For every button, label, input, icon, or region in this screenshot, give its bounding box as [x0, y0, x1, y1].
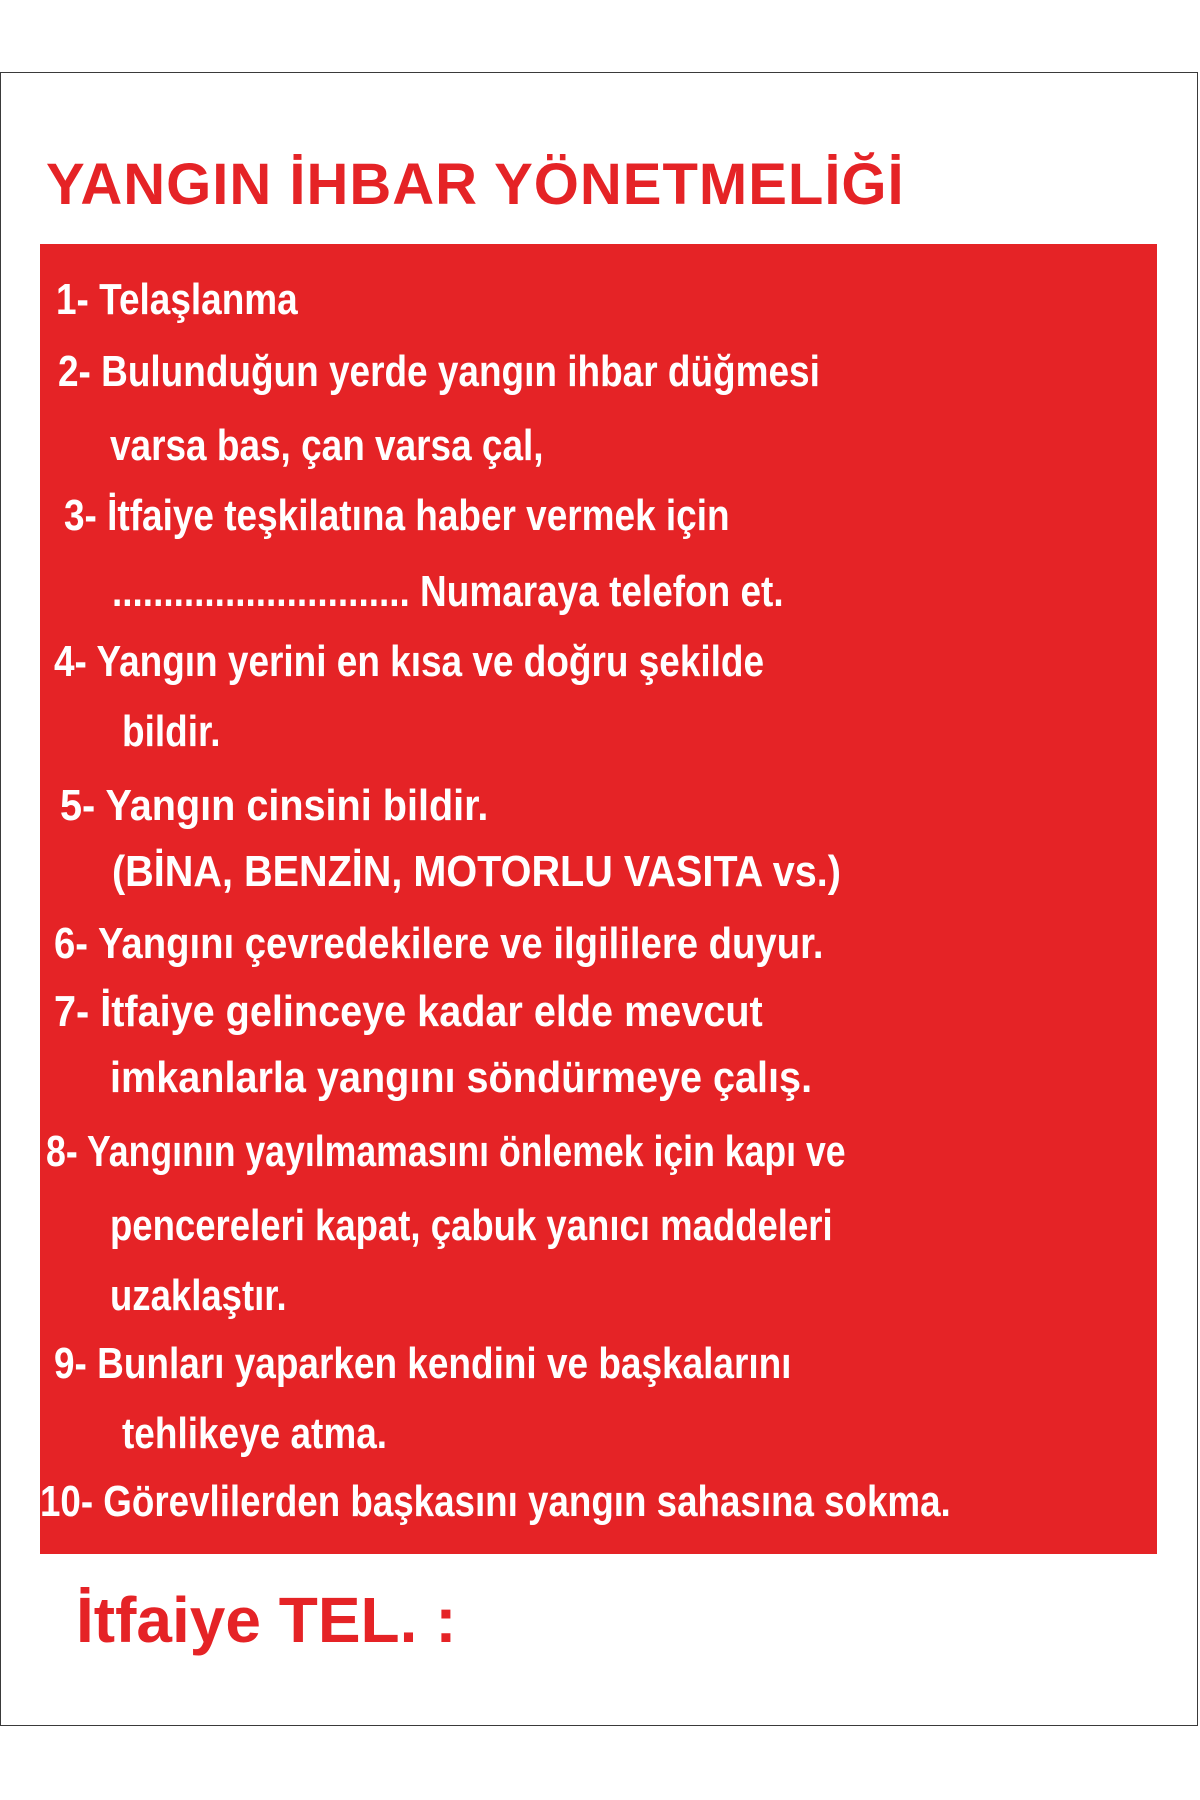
instruction-line: (BİNA, BENZİN, MOTORLU VASITA vs.) — [112, 847, 841, 896]
instruction-line: ............................. Numaraya telefon et. — [112, 567, 784, 616]
instruction-line: bildir. — [122, 707, 221, 756]
instruction-line: 8- Yangının yayılmamasını önlemek için kapı ve — [46, 1127, 846, 1176]
instruction-line: varsa bas, çan varsa çal, — [110, 421, 544, 470]
instruction-line: 2- Bulunduğun yerde yangın ihbar düğmesi — [58, 347, 820, 396]
instruction-line: 3- İtfaiye teşkilatına haber vermek için — [64, 491, 730, 540]
instruction-line: 9- Bunları yaparken kendini ve başkalarını — [54, 1339, 792, 1388]
instruction-line: 5- Yangın cinsini bildir. — [60, 781, 489, 830]
instruction-line: pencereleri kapat, çabuk yanıcı maddeleri — [110, 1201, 833, 1250]
sign-title: YANGIN İHBAR YÖNETMELİĞİ — [46, 152, 905, 217]
instruction-line: 7- İtfaiye gelinceye kadar elde mevcut — [54, 987, 763, 1036]
instructions-panel — [40, 244, 1157, 1554]
instruction-line: 10- Görevlilerden başkasını yangın sahasına sokma. — [40, 1477, 951, 1526]
instruction-line: imkanlarla yangını söndürmeye çalış. — [110, 1053, 813, 1102]
instruction-line: 4- Yangın yerini en kısa ve doğru şekilde — [54, 637, 765, 686]
fire-department-phone-label: İtfaiye TEL. : — [76, 1584, 457, 1656]
instruction-line: 6- Yangını çevredekilere ve ilgililere duyur. — [54, 919, 824, 968]
instruction-line: tehlikeye atma. — [122, 1409, 388, 1458]
instruction-line: uzaklaştır. — [110, 1271, 287, 1320]
instruction-line: 1- Telaşlanma — [56, 275, 298, 324]
